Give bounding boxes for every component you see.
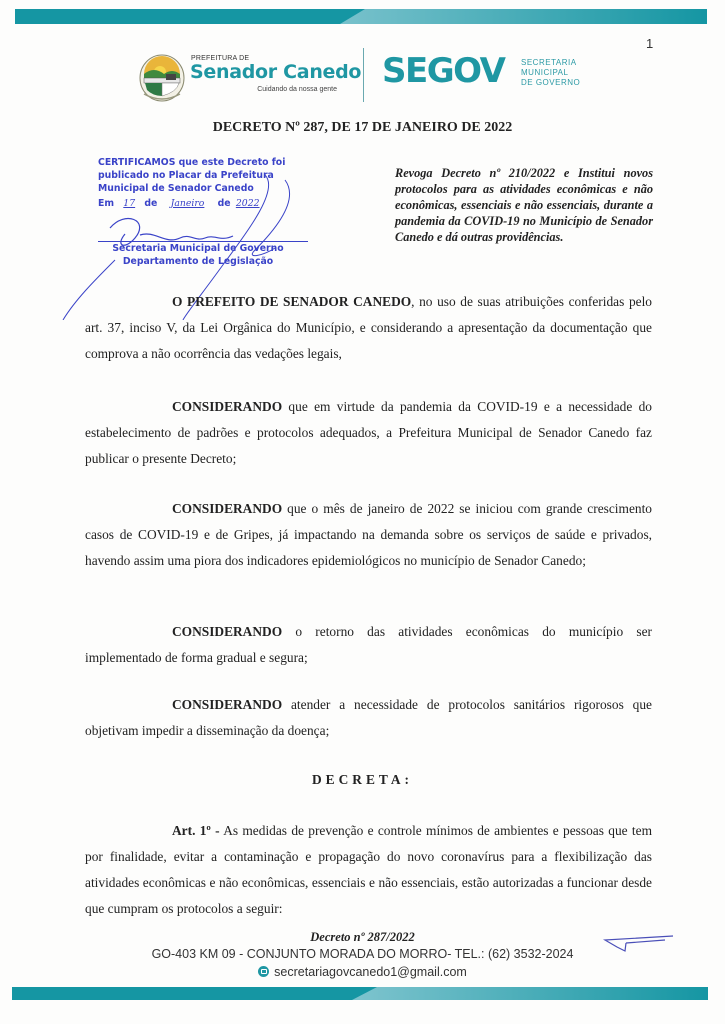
stamp-line-3: Municipal de Senador Canedo [98, 183, 254, 194]
considerando-paragraph [85, 619, 652, 671]
considerando-text: o retorno das atividades econômicas do município ser implementado de forma gradual e segura; [85, 624, 652, 665]
decree-title: DECRETO Nº 287, DE 17 DE JANEIRO DE 2022 [212, 120, 513, 135]
stamp-date-month: Janeiro [170, 198, 205, 209]
article-1-text: As medidas de prevenção e controle mínimos de ambientes e pessoas que tem por finalidade, evitar a contaminação e propagação do novo coronavírus para a flexibilização das atividades econômicas e não econômicas, essenciais e não essenciais, estão autorizadas a funcionar desde que cumpram os protocolos a seguir: [85, 823, 652, 916]
considerando-bold: CONSIDERANDO [172, 624, 283, 639]
stamp-office: Secretaria Municipal de Governo [112, 243, 284, 254]
decree-summary: Revoga Decreto nº 210/2022 e Institui novos protocolos para as atividades econômicas e não econômicas, essenciais e não essenciais, durante a pandemia da COVID-19 no Município de Senador Canedo e dá outras providências. [395, 166, 653, 244]
page-number: 1 [646, 36, 654, 51]
considerando-text: que o mês de janeiro de 2022 se iniciou com grande crescimento casos de COVID-19 e de Gripes, já impactando na demanda sobre os serviços de saúde e privados, havendo assim uma piora dos indicadores epidemiológicos no município de Senador Canedo; [85, 501, 652, 568]
coat-of-arms-icon [138, 52, 186, 102]
stamp-date-de-2: de [217, 198, 231, 209]
considerando-bold: CONSIDERANDO [172, 501, 283, 516]
considerando-paragraph [85, 692, 652, 744]
considerando-text: atender a necessidade de protocolos sanitários rigorosos que objetivam impedir a disseminação da doença; [85, 697, 652, 738]
article-1-label: Art. 1º - [172, 823, 220, 838]
segov-logo: SEGOV [382, 51, 505, 91]
footer-email[interactable]: secretariagovcanedo1@gmail.com [274, 965, 467, 979]
segov-line-2: MUNICIPAL [521, 68, 569, 77]
stamp-line-1: CERTIFICAMOS que este Decreto foi [98, 157, 286, 168]
stamp-line-2: publicado no Placar da Prefeitura [98, 170, 274, 181]
segov-line-3: DE GOVERNO [521, 78, 581, 87]
segov-line-1: SECRETARIA [521, 58, 577, 67]
logo-divider [363, 48, 364, 102]
considerando-text: que em virtude da pandemia da COVID-19 e a necessidade do estabelecimento de padrões e protocolos adequados, a Prefeitura Municipal de Senador Canedo faz publicar o presente Decreto; [85, 399, 652, 466]
prefeitura-tagline: Cuidando da nossa gente [257, 86, 337, 93]
segov-subtitle [521, 58, 580, 88]
preamble-bold: O PREFEITO DE SENADOR CANEDO [172, 294, 412, 309]
preamble-paragraph [85, 289, 652, 367]
stamp-date-day: 17 [123, 198, 136, 209]
considerando-paragraph [85, 394, 652, 472]
stamp-department: Departamento de Legislação [122, 256, 274, 267]
footer-decree-reference: Decreto nº 287/2022 [310, 930, 415, 944]
footer-color-bar [12, 987, 708, 1000]
stamp-date-prefix: Em [98, 198, 115, 209]
considerando-bold: CONSIDERANDO [172, 697, 283, 712]
publication-stamp [98, 156, 313, 268]
header-color-bar [15, 9, 707, 24]
preamble-text: , no uso de suas atribuições conferidas pelo art. 37, inciso V, da Lei Orgânica do Município, e considerando a apresentação da documentação que comprova a não ocorrência das vedações legais, [85, 294, 652, 361]
stamp-date-line [98, 197, 313, 210]
stamp-date-year: 2022 [235, 198, 260, 209]
considerando-bold: CONSIDERANDO [172, 399, 283, 414]
decreta-heading: DECRETA: [312, 772, 413, 787]
stamp-date-de: de [144, 198, 158, 209]
footer-email-line [0, 965, 725, 979]
considerando-paragraph [85, 496, 652, 574]
envelope-icon [258, 966, 269, 977]
prefeitura-logo [138, 50, 362, 104]
prefeitura-prefix: PREFEITURA DE [191, 55, 250, 62]
municipality-name: Senador Canedo [190, 61, 362, 83]
footer-address: GO-403 KM 09 - CONJUNTO MORADA DO MORRO- TEL.: (62) 3532-2024 [151, 947, 574, 961]
article-1-paragraph [85, 818, 652, 922]
